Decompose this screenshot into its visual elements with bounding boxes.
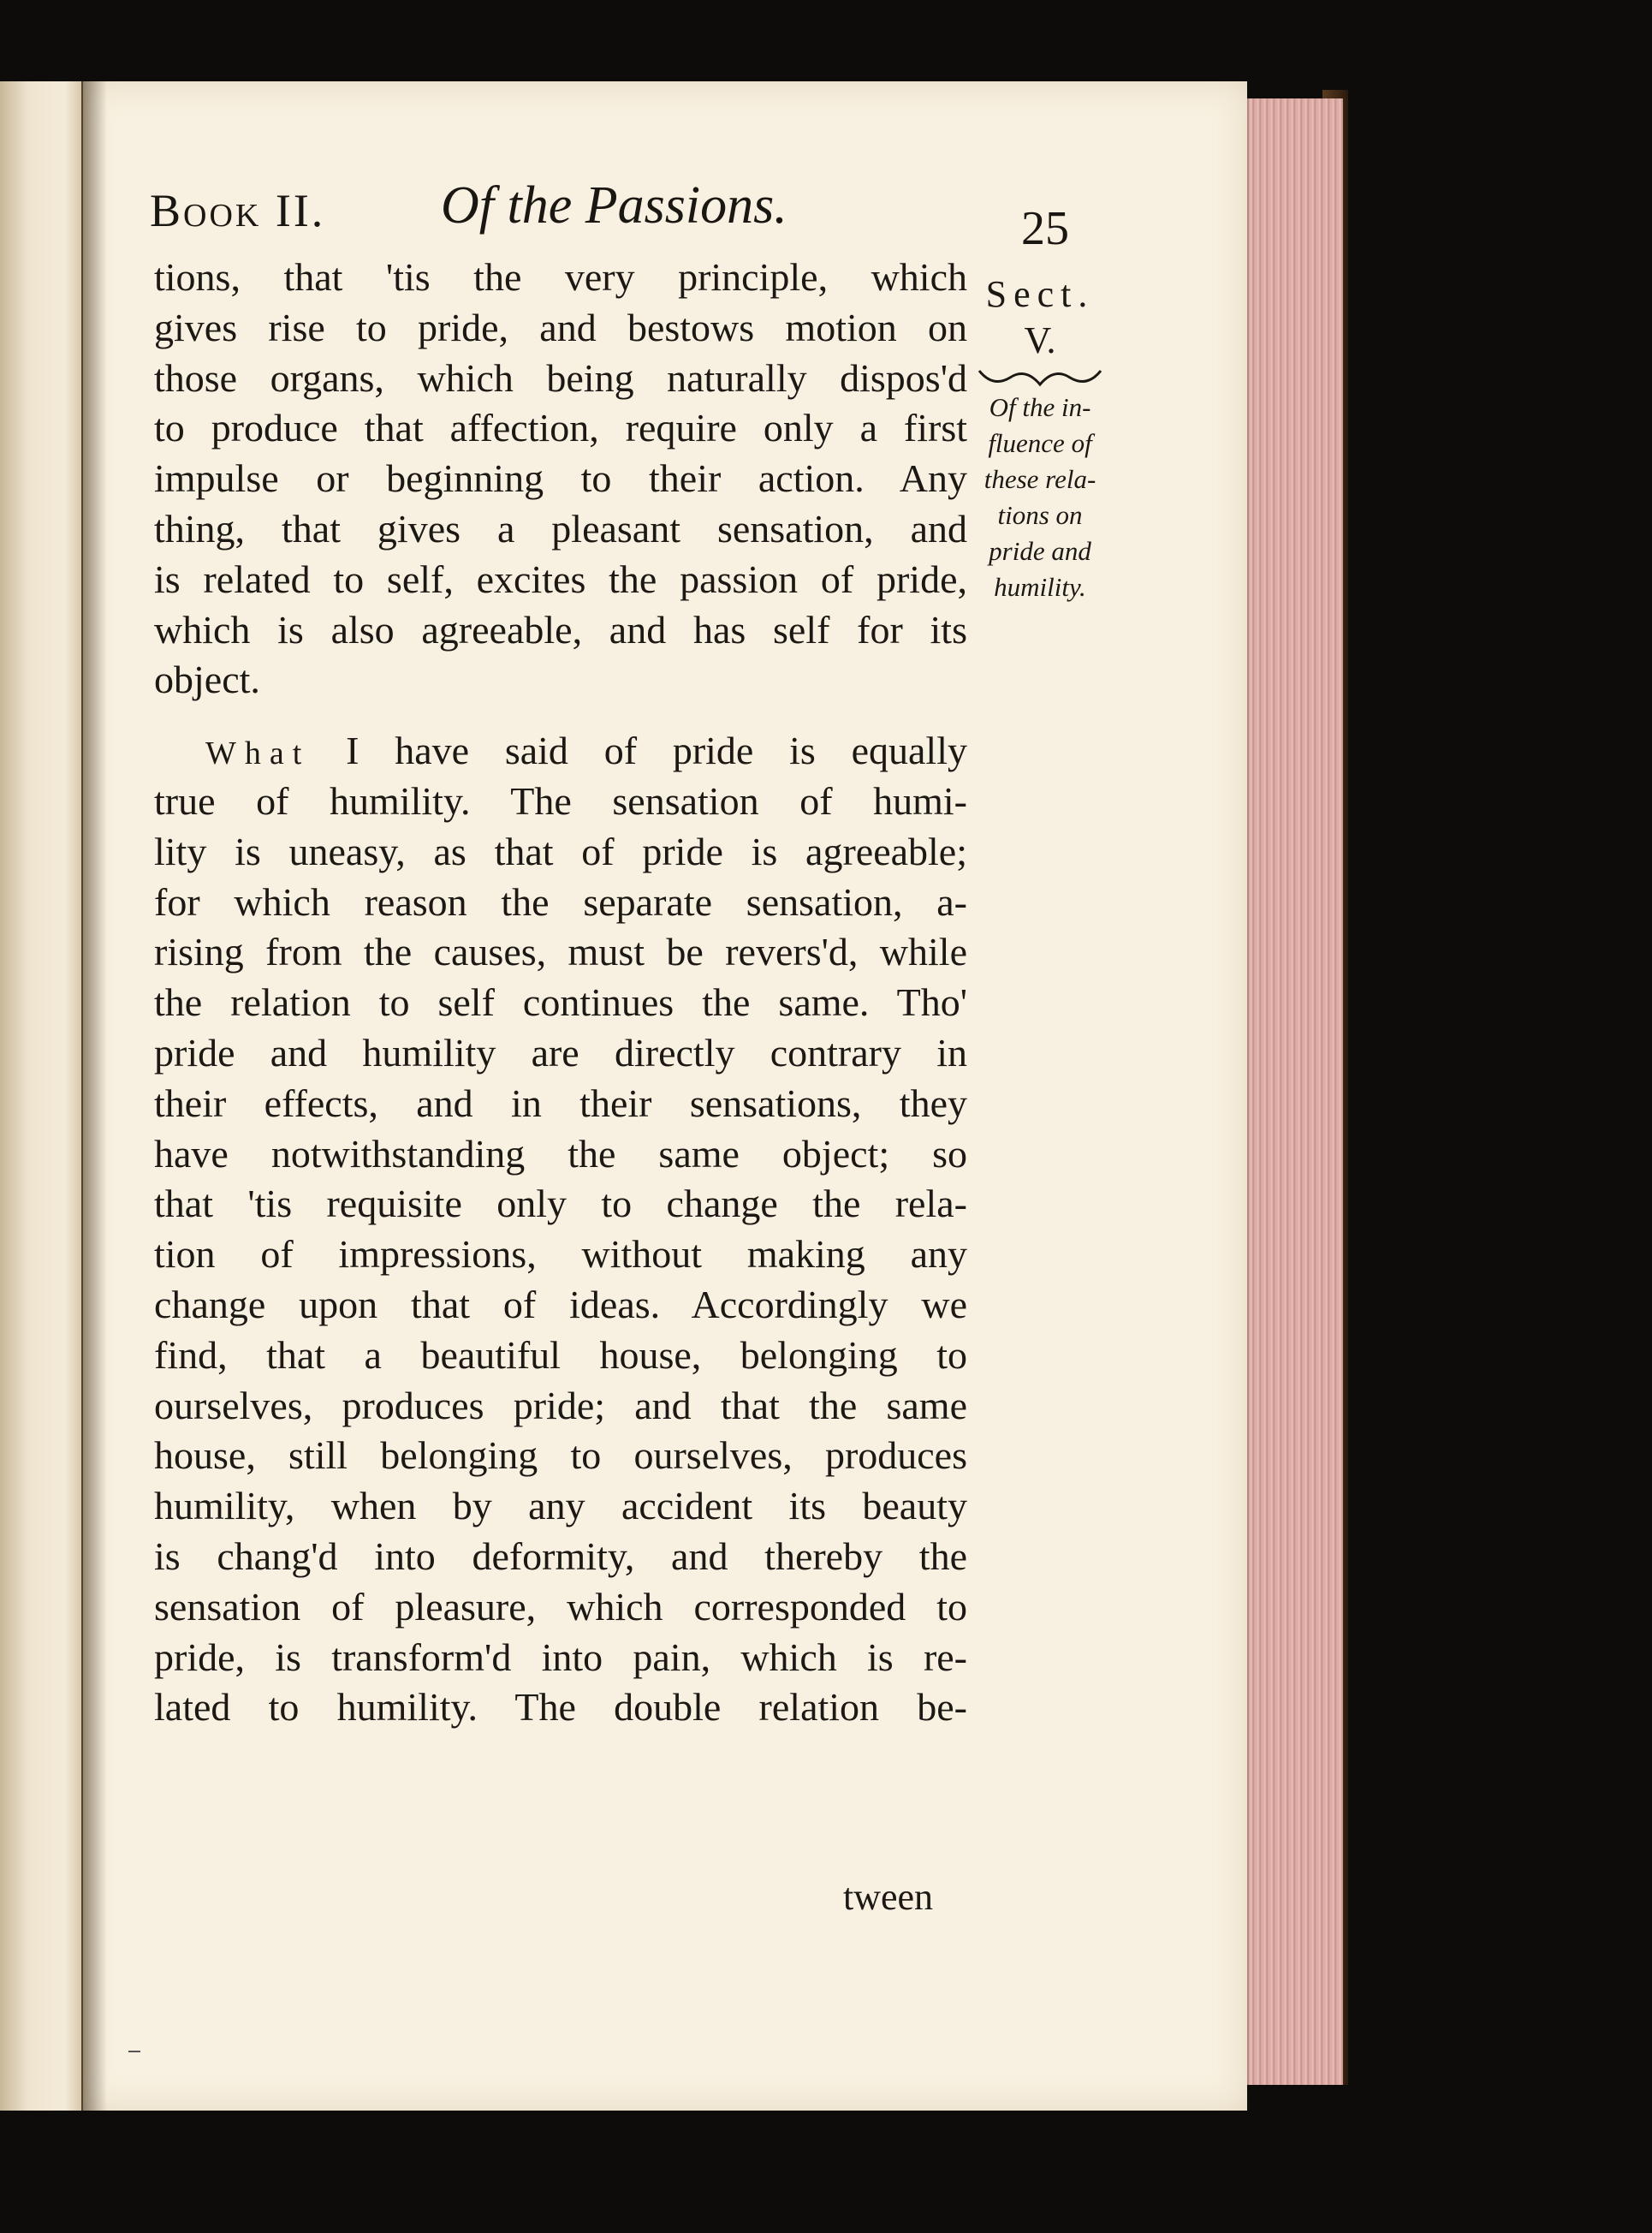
- text-line: is related to self, excites the passion of pride,: [154, 557, 967, 601]
- gutter-shadow: [81, 81, 107, 2111]
- text-line: sensation of pleasure, which corresponded to: [154, 1584, 967, 1629]
- text-line: for which reason the separate sensation, a-: [154, 879, 967, 924]
- text-line: find, that a beautiful house, belonging to: [154, 1332, 967, 1377]
- text-line: the relation to self continues the same. Tho': [154, 980, 967, 1025]
- gloss-line: humility.: [994, 572, 1086, 602]
- small-caps-lead: What: [205, 735, 311, 772]
- text-line: change upon that of ideas. Accordingly we: [154, 1282, 967, 1326]
- text-line: to produce that affection, require only a first: [154, 406, 967, 450]
- body-text: [154, 253, 967, 1733]
- page-number: 25: [1021, 202, 1069, 255]
- text-line: object.: [154, 658, 260, 702]
- running-head-title: Of the Passions.: [441, 176, 787, 235]
- section-label: Sect.: [985, 273, 1095, 315]
- text-line: rising from the causes, must be revers'd, while: [154, 930, 967, 974]
- page-block-edges: [1247, 98, 1343, 2085]
- text-line: that 'tis requisite only to change the rela-: [154, 1182, 967, 1226]
- running-head: [150, 176, 1091, 255]
- gloss-line: tions on: [997, 500, 1083, 530]
- margin-note: [972, 270, 1108, 605]
- text-line: gives rise to pride, and bestows motion on: [154, 305, 967, 349]
- opening-line-rest: I have said of pride is equally: [346, 729, 967, 773]
- text-line: tions, that 'tis the very principle, which: [154, 255, 967, 299]
- catchword: tween: [843, 1876, 934, 1918]
- facing-page-edge: [0, 81, 83, 2111]
- section-number: V.: [1024, 319, 1056, 361]
- text-line: which is also agreeable, and has self for its: [154, 607, 967, 652]
- text-line: lated to humility. The double relation be-: [154, 1685, 967, 1730]
- gloss-line: pride and: [989, 536, 1091, 566]
- gloss-line: these rela-: [983, 464, 1096, 494]
- text-line: impulse or beginning to their action. Any: [154, 456, 967, 501]
- gloss-line: Of the in-: [989, 392, 1091, 422]
- text-line: humility, when by any accident its beauty: [154, 1484, 967, 1528]
- text-line: lity is uneasy, as that of pride is agreeable;: [154, 829, 967, 873]
- paragraph-opening-line: [154, 726, 967, 777]
- text-line: those organs, which being naturally dispos'd: [154, 355, 967, 400]
- text-line: have notwithstanding the same object; so: [154, 1131, 967, 1176]
- text-line: true of humility. The sensation of humi-: [154, 778, 967, 823]
- text-line: house, still belonging to ourselves, produces: [154, 1433, 967, 1478]
- gloss-line: fluence of: [988, 428, 1092, 458]
- text-line: ourselves, produces pride; and that the same: [154, 1383, 967, 1427]
- text-line: pride and humility are directly contrary in: [154, 1030, 967, 1075]
- text-line: is chang'd into deformity, and thereby the: [154, 1533, 967, 1578]
- text-line: their effects, and in their sensations, they: [154, 1081, 967, 1125]
- text-line: tion of impressions, without making any: [154, 1232, 967, 1277]
- running-head-book: Book II.: [150, 185, 326, 236]
- text-line: pride, is transform'd into pain, which is re-: [154, 1635, 967, 1679]
- margin-mark: [128, 2051, 140, 2052]
- text-line: thing, that gives a pleasant sensation, and: [154, 506, 967, 551]
- brace-ornament-icon: [976, 366, 1104, 390]
